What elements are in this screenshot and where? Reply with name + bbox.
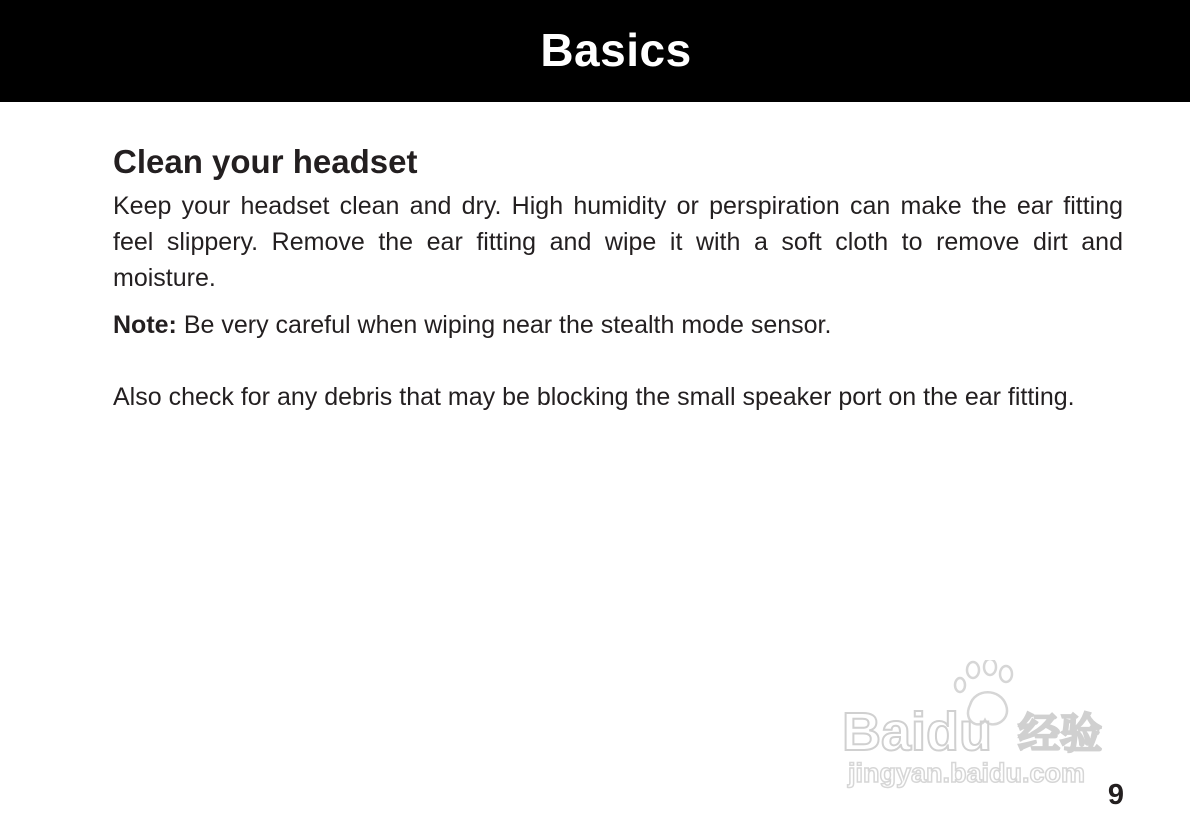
note-label: Note: xyxy=(113,311,177,339)
body-paragraph-debris: Also check for any debris that may be blocking the small speaker port on the ear fitting. xyxy=(113,383,1075,411)
watermark-url: jingyan.baidu.com xyxy=(848,758,1086,788)
note-text: Be very careful when wiping near the stealth mode sensor. xyxy=(176,311,832,339)
baidu-watermark-logo xyxy=(840,660,1130,795)
content-area xyxy=(113,140,1123,415)
page-title: Basics xyxy=(540,24,692,76)
page-number: 9 xyxy=(1107,779,1125,811)
note-paragraph xyxy=(113,307,1123,343)
watermark-brand-cn: 经验 xyxy=(1018,709,1103,758)
watermark-brand: Baidu xyxy=(842,702,993,762)
section-heading: Clean your headset xyxy=(113,143,418,180)
body-paragraph-clean: Keep your headset clean and dry. High humidity or perspiration can make the ear fitting feel slippery. Remove the ear fitting and wipe it with a soft cloth to remove dirt and moisture. xyxy=(113,192,1123,292)
